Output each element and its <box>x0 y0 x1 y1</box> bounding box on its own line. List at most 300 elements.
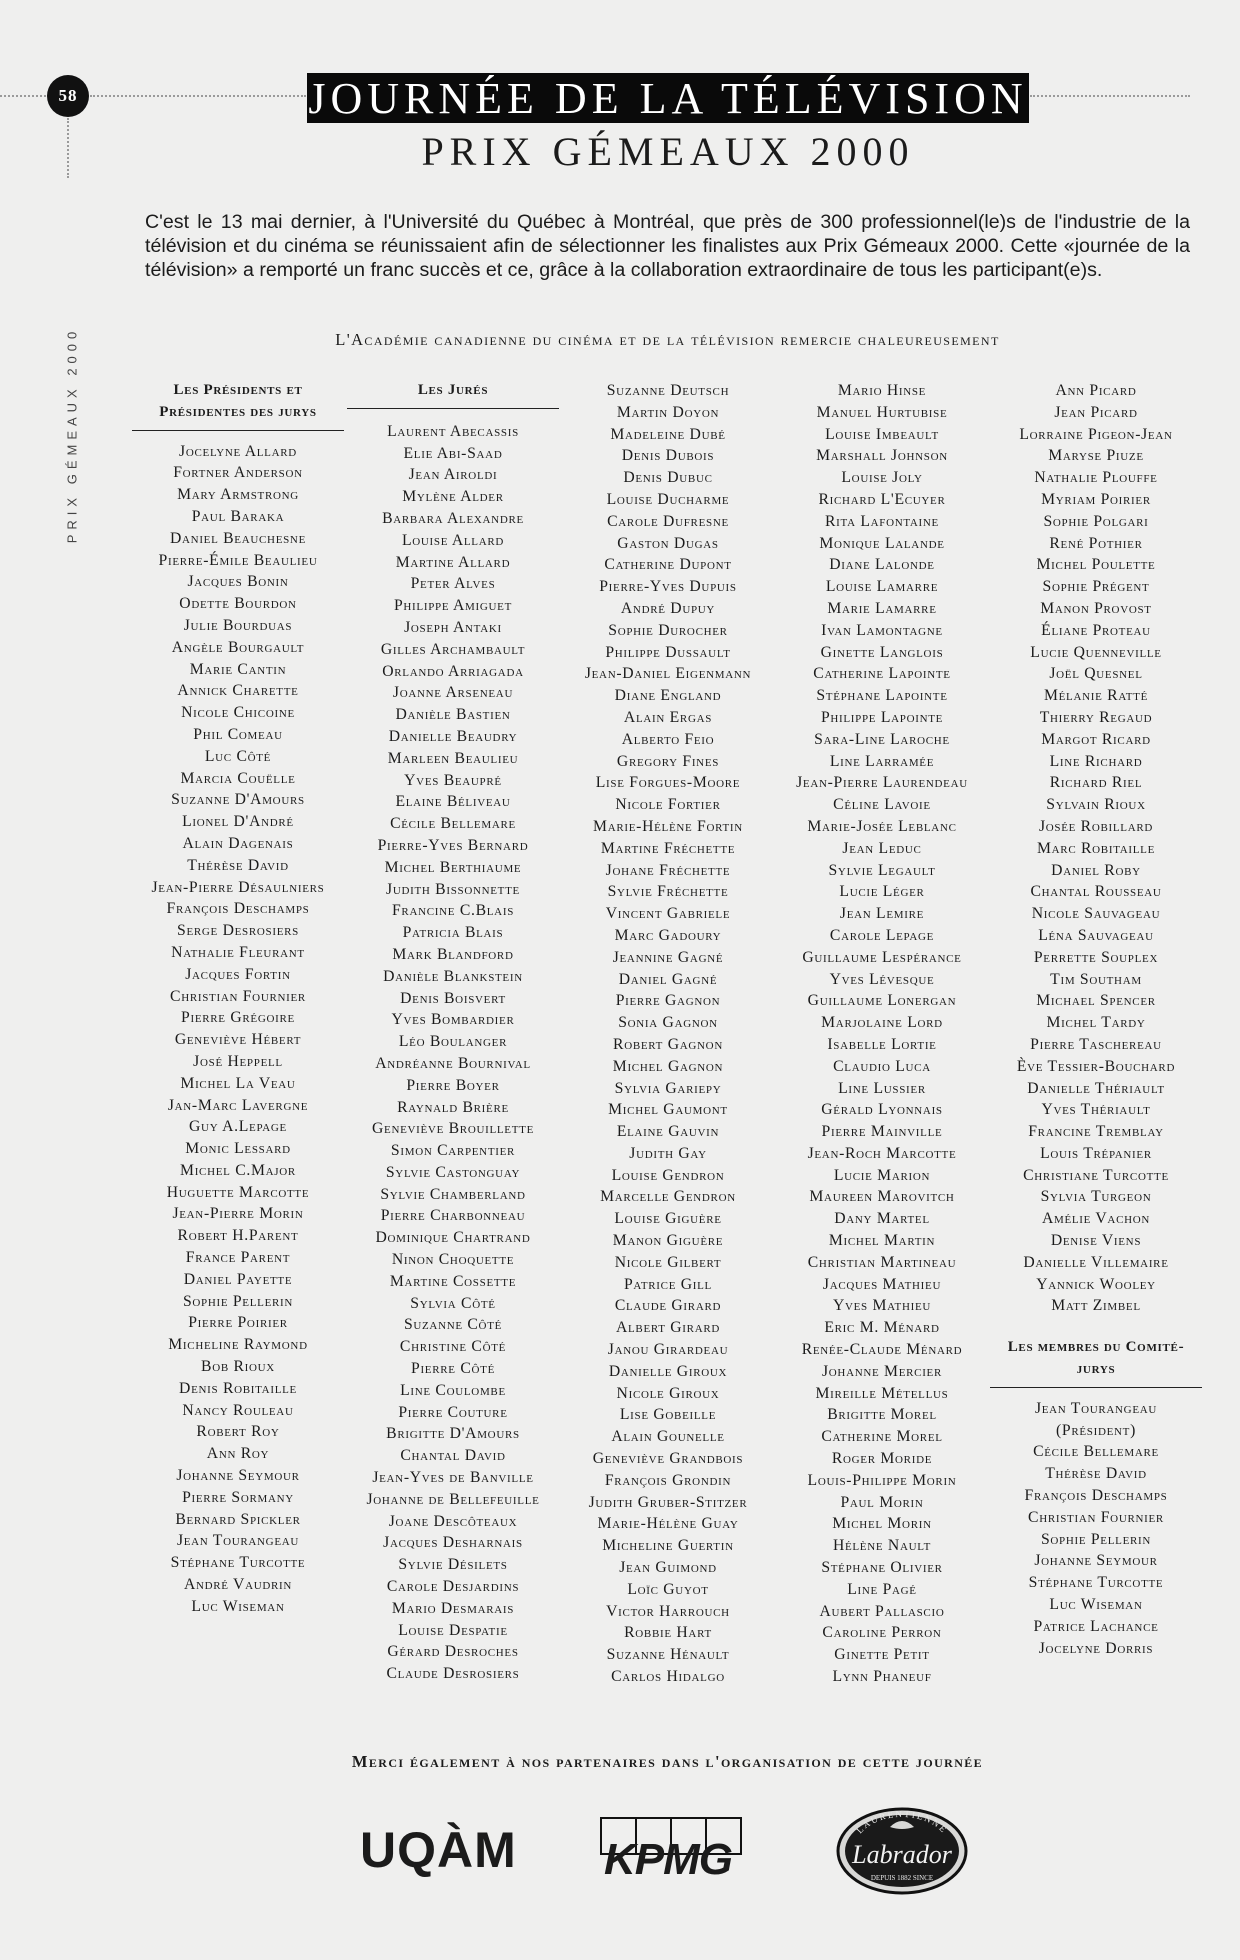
name-entry: Line Coulombe <box>400 1381 506 1399</box>
name-entry: Pierre Charbonneau <box>380 1207 526 1225</box>
name-entry: Nicole Giroux <box>616 1384 720 1402</box>
name-entry: Ann Roy <box>206 1445 270 1463</box>
name-entry: Line Richard <box>1049 752 1143 770</box>
jures-list-continued-1 <box>562 380 774 1688</box>
name-entry: Lionel D'André <box>182 813 294 831</box>
name-entry: Thierry Regaud <box>1039 708 1153 726</box>
name-entry: Annick Charette <box>177 682 299 700</box>
name-entry: Danièle Bastien <box>395 706 511 724</box>
name-entry: Joseph Antaki <box>404 618 502 636</box>
page-number: 58 <box>47 75 89 117</box>
name-entry: Luc Wiseman <box>191 1597 285 1615</box>
name-entry: Janou Girardeau <box>607 1341 729 1359</box>
name-entry: Richard Riel <box>1049 774 1143 792</box>
name-entry: Christian Fournier <box>1028 1508 1164 1526</box>
name-entry: Ginette Petit <box>834 1646 930 1664</box>
name-entry: Matt Zimbel <box>1051 1297 1141 1315</box>
name-entry: Albert Girard <box>615 1319 721 1337</box>
name-entry: Pierre Taschereau <box>1030 1035 1162 1053</box>
name-entry: Huguette Marcotte <box>166 1183 310 1201</box>
name-entry: Cécile Bellemare <box>390 815 516 833</box>
name-entry: Suzanne Hénault <box>606 1646 730 1664</box>
name-entry: Manon Provost <box>1040 599 1152 617</box>
name-entry: Simon Carpentier <box>390 1142 516 1160</box>
page-subtitle: PRIX GÉMEAUX 2000 <box>421 129 915 174</box>
comite-heading: Les membres du Comité-jurys <box>990 1337 1202 1388</box>
name-entry: Catherine Dupont <box>604 556 732 574</box>
name-entry: Manon Giguère <box>612 1232 724 1250</box>
name-entry: Louise Imbeault <box>825 425 939 443</box>
name-entry: Geneviève Grandbois <box>592 1450 744 1468</box>
name-entry: Vincent Gabriele <box>605 905 731 923</box>
name-entry: Nathalie Fleurant <box>171 943 305 961</box>
name-entry: Micheline Raymond <box>168 1336 308 1354</box>
name-entry: Lorraine Pigeon-Jean <box>1019 425 1173 443</box>
name-entry: Martine Allard <box>395 553 511 571</box>
name-entry: Éliane Proteau <box>1041 621 1151 639</box>
name-entry: Jan-Marc Lavergne <box>167 1096 309 1114</box>
name-entry: Sylvie Chamberland <box>380 1185 526 1203</box>
name-entry: Pierre Mainville <box>821 1123 943 1141</box>
name-entry: Denis Robitaille <box>179 1379 297 1397</box>
side-running-title: PRIX GÉMEAUX 2000 <box>64 326 80 544</box>
name-entry: Sonia Gagnon <box>618 1014 718 1032</box>
side-dotted-rule <box>67 118 69 178</box>
name-entry: Pierre-Yves Bernard <box>377 836 529 854</box>
name-entry: Danièle Blankstein <box>383 967 523 985</box>
name-entry: Suzanne Deutsch <box>606 382 730 399</box>
name-entry: Philippe Lapointe <box>820 708 944 726</box>
name-entry: Marleen Beaulieu <box>387 749 519 767</box>
top-dotted-rule-left <box>0 95 46 97</box>
name-entry: Johanne Mercier <box>821 1362 943 1380</box>
name-entry: Mélanie Ratté <box>1043 687 1149 705</box>
name-entry: Louise Gendron <box>611 1166 725 1184</box>
name-entry: Jean-Daniel Eigenmann <box>584 665 752 683</box>
name-entry: François Deschamps <box>1024 1487 1168 1505</box>
name-entry: Léna Sauvageau <box>1038 926 1154 944</box>
name-entry: Philippe Dussault <box>605 643 731 661</box>
name-entry: Nicole Sauvageau <box>1031 905 1161 923</box>
name-entry: Robert Roy <box>196 1423 280 1441</box>
name-entry: François Grondin <box>604 1471 732 1489</box>
labrador-arc-text: LAURENTIENNE <box>854 1808 950 1836</box>
column-jures <box>347 380 559 1685</box>
name-entry: Isabelle Lortie <box>827 1035 937 1053</box>
name-entry: Renée-Claude Ménard <box>801 1341 963 1359</box>
name-entry: Geneviève Brouillette <box>372 1120 534 1138</box>
name-entry: Marjolaine Lord <box>821 1014 943 1032</box>
name-entry: Guy A.Lepage <box>189 1118 287 1136</box>
name-entry: Gérald Lyonnais <box>821 1101 943 1119</box>
name-entry: André Vaudrin <box>183 1576 293 1594</box>
name-entry: Sylvia Côté <box>410 1294 496 1312</box>
name-entry: Dominique Chartrand <box>375 1229 531 1247</box>
name-entry: Luc Côté <box>204 747 272 765</box>
name-entry: Sylvie Legault <box>828 861 936 879</box>
name-entry: Claude Girard <box>614 1297 722 1315</box>
name-entry: Orlando Arriagada <box>382 662 524 680</box>
name-entry: Geneviève Hébert <box>174 1031 302 1049</box>
name-entry: Lise Gobeille <box>619 1406 717 1424</box>
name-entry: Mario Hinse <box>837 382 927 399</box>
name-entry: Martine Cossette <box>389 1272 517 1290</box>
labrador-logo <box>834 1805 970 1895</box>
top-dotted-rule-right <box>1030 95 1190 97</box>
name-entry: Hélène Nault <box>832 1537 932 1555</box>
name-entry: Marcia Couëlle <box>180 769 296 787</box>
name-entry: Sylvia Turgeon <box>1040 1188 1152 1206</box>
column-jures-continued-1 <box>562 380 774 1688</box>
name-entry: Carole Dufresne <box>607 512 729 530</box>
name-entry: Christian Fournier <box>170 987 306 1005</box>
name-entry: Michel Martin <box>828 1232 936 1250</box>
name-entry: Suzanne D'Amours <box>171 791 305 809</box>
name-entry: Gregory Fines <box>616 752 720 770</box>
name-entry: Jean-Yves de Banville <box>372 1469 534 1487</box>
name-entry: Michel C.Major <box>180 1161 296 1179</box>
name-entry: Christiane Turcotte <box>1023 1166 1169 1184</box>
name-entry: Marie-Josée Leblanc <box>807 817 957 835</box>
name-entry: Marc Robitaille <box>1037 839 1155 857</box>
labrador-emblem-icon <box>834 1805 970 1895</box>
name-entry: Jacques Bonin <box>187 573 289 591</box>
name-entry: Ginette Langlois <box>820 643 944 661</box>
name-entry: Suzanne Côté <box>403 1316 503 1334</box>
name-entry: Sophie Polgari <box>1043 512 1149 530</box>
name-entry: Lucie Marion <box>833 1166 931 1184</box>
name-entry: Loïc Guyot <box>627 1580 709 1598</box>
kpmg-logo <box>592 1815 744 1885</box>
name-entry: Monique Lalande <box>819 534 945 552</box>
name-entry: Sara-Line Laroche <box>814 730 950 748</box>
name-entry: Denise Viens <box>1050 1232 1142 1250</box>
name-entry: Danielle Thériault <box>1027 1079 1165 1097</box>
name-entry: Angèle Bourgault <box>171 638 305 656</box>
name-entry: Elie Abi-Saad <box>403 444 503 462</box>
name-entry: Sylvie Castonguay <box>385 1163 521 1181</box>
name-entry: Andréanne Bournival <box>375 1054 531 1072</box>
name-entry: Gilles Archambault <box>380 640 526 658</box>
name-entry: Patrice Gill <box>624 1275 712 1293</box>
name-entry: Chantal David <box>400 1447 506 1465</box>
name-entry: Lynn Phaneuf <box>832 1668 932 1686</box>
name-entry: Guillaume Lespérance <box>802 948 962 966</box>
name-entry: Mylène Alder <box>402 488 504 506</box>
name-entry: Pierre Couture <box>398 1403 508 1421</box>
partners-heading: Merci également à nos partenaires dans l'organisation de cette journée <box>351 1752 984 1771</box>
name-entry: Lise Forgues-Moore <box>595 774 741 792</box>
name-entry: Bernard Spickler <box>175 1510 301 1528</box>
name-entry: Serge Desrosiers <box>177 922 299 940</box>
name-entry: Alain Dagenais <box>182 834 294 852</box>
column-jures-continued-3 <box>990 380 1202 1659</box>
name-entry: Joane Descôteaux <box>388 1512 518 1530</box>
name-entry: Paul Morin <box>840 1493 924 1511</box>
name-entry: Louise Despatie <box>398 1621 508 1639</box>
name-entry: Pierre-Émile Beaulieu <box>158 551 318 569</box>
name-entry: Danielle Giroux <box>608 1362 728 1380</box>
name-entry: Martine Fréchette <box>600 839 736 857</box>
name-entry: Raynald Brière <box>397 1098 509 1116</box>
name-entry: Myriam Poirier <box>1041 490 1151 508</box>
name-entry: Diane Lalonde <box>829 556 935 574</box>
name-entry: Diane England <box>614 687 722 705</box>
name-entry: Johane Fréchette <box>605 861 731 879</box>
top-dotted-rule-mid <box>90 95 306 97</box>
name-entry: Aubert Pallascio <box>819 1602 945 1620</box>
name-entry: René Pothier <box>1049 534 1143 552</box>
name-entry: Marie-Hélène Fortin <box>593 817 743 835</box>
name-entry: Thérèse David <box>187 856 289 874</box>
name-entry: Paul Baraka <box>191 507 285 525</box>
name-entry: Nicole Gilbert <box>614 1253 722 1271</box>
name-entry: Stéphane Turcotte <box>1028 1574 1164 1592</box>
name-entry: Amélie Vachon <box>1041 1210 1151 1228</box>
page-title: JOURNÉE DE LA TÉLÉVISION <box>308 74 1028 123</box>
name-entry: Louise Giguère <box>614 1210 722 1228</box>
name-entry: Margot Ricard <box>1041 730 1151 748</box>
name-entry: Rita Lafontaine <box>825 512 939 530</box>
jures-heading: Les Jurés <box>347 380 559 409</box>
name-entry: Mireille Métellus <box>815 1384 949 1402</box>
jures-list-continued-3 <box>990 380 1202 1317</box>
name-entry: Maureen Marovitch <box>809 1188 955 1206</box>
name-entry: Denis Dubois <box>621 447 715 465</box>
name-entry: Johanne de Bellefeuille <box>366 1490 540 1508</box>
name-entry: Yves Mathieu <box>832 1297 932 1315</box>
name-entry: Jeannine Gagné <box>612 948 724 966</box>
name-entry: Jacques Mathieu <box>822 1275 942 1293</box>
name-entry: Jocelyne Allard <box>179 442 297 460</box>
name-entry: Pierre Côté <box>411 1360 495 1378</box>
name-entry: Céline Lavoie <box>833 796 931 814</box>
thanks-heading: L'Académie canadienne du cinéma et de la télévision remercie chaleureusement <box>335 330 1000 349</box>
name-entry: Jean Guimond <box>619 1559 717 1577</box>
name-entry: Pierre Sormany <box>182 1488 294 1506</box>
name-entry: Louise Joly <box>841 469 923 487</box>
name-entry: Madeleine Dubé <box>610 425 726 443</box>
name-entry: Jacques Desharnais <box>383 1534 523 1552</box>
name-entry: Daniel Payette <box>183 1270 293 1288</box>
name-entry: Cécile Bellemare <box>1033 1443 1159 1461</box>
name-entry: Thérèse David <box>1045 1465 1147 1483</box>
name-entry: Louise Allard <box>401 531 505 549</box>
name-entry: Pierre Poirier <box>188 1314 288 1332</box>
name-entry: Daniel Gagné <box>618 970 718 988</box>
name-entry: Louise Lamarre <box>825 578 939 596</box>
name-entry: Ninon Choquette <box>391 1251 515 1269</box>
name-entry: Tim Southam <box>1050 970 1142 988</box>
name-entry: Yves Lévesque <box>829 970 935 988</box>
name-entry: Michel Tardy <box>1046 1014 1146 1032</box>
name-entry: Alberto Feio <box>621 730 715 748</box>
name-entry: Micheline Guertin <box>602 1537 734 1555</box>
name-entry: Guillaume Lonergan <box>807 992 957 1010</box>
intro-paragraph: C'est le 13 mai dernier, à l'Université du Québec à Montréal, que près de 300 professionnel(le)s de l'industrie de la télévision et du cinéma se réunissaient afin de sélectionner les finalistes aux Prix Gémeaux 2000. Cette «journée de la télévision» a remporté un franc succès et ce, grâce à la collaboration extraordinaire de tous les participant(e)s. <box>145 211 1190 281</box>
name-entry: Pierre-Yves Dupuis <box>599 578 737 596</box>
name-entry: Elaine Gauvin <box>616 1123 720 1141</box>
name-entry: Marc Gadoury <box>614 926 722 944</box>
name-entry: Marshall Johnson <box>816 447 948 465</box>
name-entry: Chantal Rousseau <box>1030 883 1162 901</box>
name-entry: Ève Tessier-Bouchard <box>1016 1057 1176 1075</box>
name-entry: Odette Bourdon <box>179 595 297 613</box>
name-entry: Louis-Philippe Morin <box>807 1471 957 1489</box>
labrador-wordmark: Labrador <box>852 1840 952 1869</box>
name-entry: Joanne Arseneau <box>392 684 514 702</box>
name-entry: Jean Tourangeau <box>1034 1399 1158 1417</box>
name-entry: Christian Martineau <box>807 1253 957 1271</box>
name-entry: Sylvie Fréchette <box>607 883 729 901</box>
uqam-logo: UQÀM <box>360 1822 517 1878</box>
name-entry: Brigitte Morel <box>827 1406 937 1424</box>
name-entry: Judith Gruber-Stitzer <box>588 1493 748 1511</box>
name-entry: Jean Tourangeau <box>176 1532 300 1550</box>
name-entry: Roger Moride <box>831 1450 933 1468</box>
name-entry: Phil Comeau <box>193 725 283 743</box>
name-entry: Eric M. Ménard <box>824 1319 940 1337</box>
name-entry: Perrette Souplex <box>1033 948 1159 966</box>
name-entry: Jean-Pierre Laurendeau <box>796 774 968 792</box>
name-entry: Alain Ergas <box>623 708 713 726</box>
name-entry: Michel Poulette <box>1036 556 1156 574</box>
name-entry: Philippe Amiguet <box>393 597 513 615</box>
name-entry: Denis Boisvert <box>400 989 506 1007</box>
name-entry: Jean-Pierre Morin <box>172 1205 304 1223</box>
column-jures-continued-2 <box>776 380 988 1688</box>
name-entry: Line Lussier <box>838 1079 926 1097</box>
name-entry: Marie-Hélène Guay <box>597 1515 739 1533</box>
name-entry: Stéphane Turcotte <box>170 1554 306 1572</box>
name-entry: Dany Martel <box>834 1210 930 1228</box>
name-entry: Line Larramée <box>829 752 935 770</box>
name-entry: Jean-Roch Marcotte <box>807 1144 957 1162</box>
name-entry: Sylvain Rioux <box>1046 796 1146 814</box>
name-entry: Lucie Léger <box>839 883 925 901</box>
name-entry: Brigitte D'Amours <box>386 1425 520 1443</box>
name-entry: Josée Robillard <box>1038 817 1154 835</box>
name-entry: Yves Beaupré <box>404 771 502 789</box>
name-entry: Catherine Morel <box>821 1428 943 1446</box>
name-entry: Line Pagé <box>847 1580 917 1598</box>
name-entry: Nicole Fortier <box>615 796 721 814</box>
name-entry: Maryse Piuze <box>1048 447 1144 465</box>
name-entry: Nancy Rouleau <box>182 1401 294 1419</box>
name-entry: Barbara Alexandre <box>382 509 524 527</box>
name-entry: Carole Lepage <box>829 926 935 944</box>
name-entry: Jean-Pierre Désaulniers <box>151 878 325 896</box>
name-entry: Mark Blandford <box>392 945 514 963</box>
name-entry: Patricia Blais <box>402 924 504 942</box>
name-entry: Sylvie Désilets <box>398 1556 508 1574</box>
name-entry: Manuel Hurtubise <box>816 403 948 421</box>
kpmg-wordmark: KPMG <box>604 1835 732 1884</box>
name-entry: Robert H.Parent <box>177 1227 299 1245</box>
name-entry: Yves Thériault <box>1041 1101 1151 1119</box>
name-entry: Judith Gay <box>629 1144 707 1162</box>
name-entry: France Parent <box>185 1249 291 1267</box>
name-entry: Laurent Abecassis <box>387 422 519 440</box>
name-entry: Johanne Seymour <box>176 1467 300 1485</box>
name-entry: Mary Armstrong <box>177 486 299 504</box>
name-entry: Lucie Quenneville <box>1030 643 1162 661</box>
name-entry: Sophie Pellerin <box>182 1292 294 1310</box>
labrador-year: DEPUIS 1882 SINCE <box>870 1874 934 1882</box>
name-entry: Louis Trépanier <box>1040 1144 1152 1162</box>
name-entry: Jacques Fortin <box>185 965 291 983</box>
name-entry: Caroline Perron <box>822 1624 942 1642</box>
name-entry: Michel La Veau <box>180 1074 296 1092</box>
name-entry: Sophie Durocher <box>608 621 728 639</box>
name-entry: Ann Picard <box>1055 382 1137 399</box>
name-entry: Elaine Béliveau <box>395 793 511 811</box>
name-entry: Pierre Boyer <box>406 1076 500 1094</box>
name-entry: André Dupuy <box>620 599 716 617</box>
name-entry: Martin Doyon <box>616 403 720 421</box>
name-entry: Pierre Gagnon <box>615 992 721 1010</box>
name-entry: Jean Picard <box>1054 403 1138 421</box>
name-entry: Carlos Hidalgo <box>611 1668 725 1686</box>
name-entry: Claudio Luca <box>833 1057 931 1075</box>
name-entry: Danielle Villemaire <box>1023 1253 1169 1271</box>
column-presidents <box>132 380 344 1618</box>
name-entry: Victor Harrouch <box>606 1602 730 1620</box>
name-entry: Jean Airoldi <box>408 466 498 484</box>
name-entry: Michel Berthiaume <box>384 858 522 876</box>
name-entry: Robbie Hart <box>624 1624 712 1642</box>
presidents-heading: Les Présidents et Présidentes des jurys <box>132 380 344 431</box>
name-entry: Marie Lamarre <box>827 599 937 617</box>
name-entry: Daniel Beauchesne <box>170 529 306 547</box>
name-entry: Léo Boulanger <box>398 1033 508 1051</box>
name-entry: Louise Ducharme <box>606 490 730 508</box>
name-entry: Michel Gagnon <box>612 1057 724 1075</box>
name-entry: Stéphane Olivier <box>821 1559 943 1577</box>
name-entry: Nathalie Plouffe <box>1034 469 1158 487</box>
name-entry: Peter Alves <box>410 575 496 593</box>
name-entry: Judith Bissonnette <box>386 880 520 898</box>
name-entry: Joël Quesnel <box>1049 665 1143 683</box>
name-entry: Nicole Chicoine <box>181 704 295 722</box>
name-entry: Bob Rioux <box>201 1358 275 1376</box>
name-entry: José Heppell <box>193 1052 283 1070</box>
name-entry: Jean Lemire <box>839 905 925 923</box>
name-entry: Jean Leduc <box>842 839 922 857</box>
presidents-list <box>132 441 344 1618</box>
name-entry: Patrice Lachance <box>1033 1617 1159 1635</box>
name-entry: Danielle Beaudry <box>388 727 518 745</box>
name-entry: Fortner Anderson <box>173 464 303 482</box>
name-entry: Marcelle Gendron <box>600 1188 736 1206</box>
name-entry: Mario Desmarais <box>391 1599 515 1617</box>
name-entry: Michel Morin <box>832 1515 932 1533</box>
name-entry: Stéphane Lapointe <box>816 687 948 705</box>
name-entry: Monic Lessard <box>185 1140 291 1158</box>
name-entry: Marie Cantin <box>189 660 287 678</box>
name-entry: Yves Bombardier <box>391 1011 515 1029</box>
name-entry: Yannick Wooley <box>1036 1275 1156 1293</box>
comite-list <box>990 1398 1202 1660</box>
name-entry: Michel Gaumont <box>608 1101 728 1119</box>
name-entry: Catherine Lapointe <box>813 665 951 683</box>
name-entry: (Président) <box>1055 1421 1137 1439</box>
name-entry: Denis Dubuc <box>623 469 713 487</box>
name-entry: Alain Gounelle <box>611 1428 725 1446</box>
name-entry: Richard L'Ecuyer <box>818 490 946 508</box>
name-entry: Gaston Dugas <box>617 534 719 552</box>
name-entry: Pierre Grégoire <box>181 1009 295 1027</box>
